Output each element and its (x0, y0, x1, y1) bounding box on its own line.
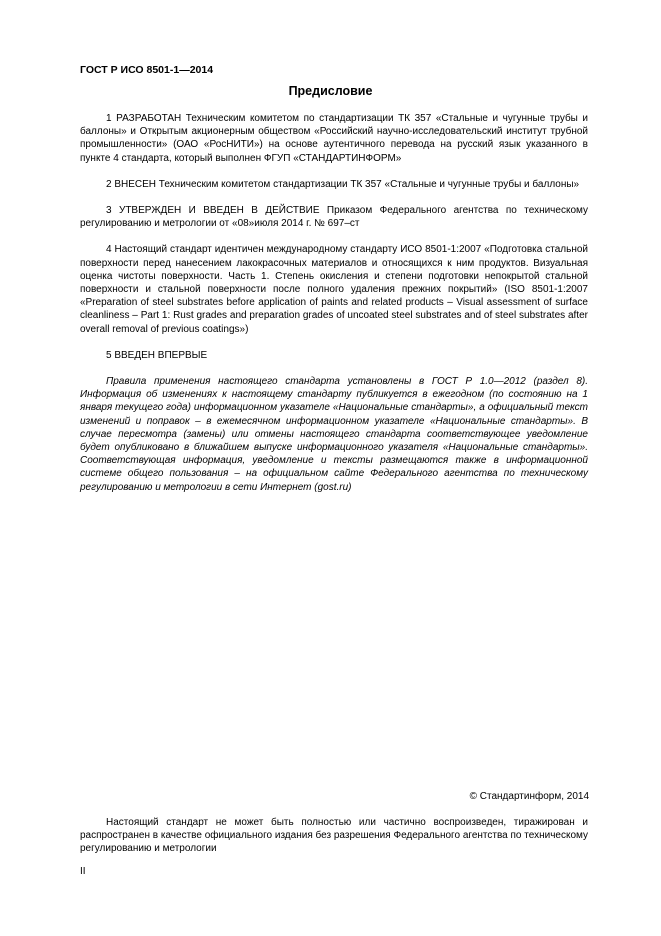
copyright-notice: © Стандартинформ, 2014 (469, 791, 589, 802)
foreword-body (80, 112, 588, 494)
paragraph-identical-standard: 4 Настоящий стандарт идентичен международному стандарту ИСО 8501-1:2007 «Подготовка стальной поверхности перед нанесением лакокрасочных материалов и относящихся к ним продуктов. Визуальная оценка чистоты поверхности. Часть 1. Степень окисления и степени подготовки непокрытой стальной поверхности и стальной поверхности после полного удаления прежних покрытий» (ISO 8501-1:2007 «Preparation of steel substrates before application of paints and related products – Visual assessment of surface cleanliness – Part 1: Rust grades and preparation grades of uncoated steel substrates and of steel substrates after overall removal of previous coatings») (80, 244, 588, 335)
paragraph-developed-by: 1 РАЗРАБОТАН Техническим комитетом по стандартизации ТК 357 «Стальные и чугунные трубы и баллоны» и Открытым акционерным обществом «Российский научно-исследовательский институт трубной промышленности» (ОАО «РосНИТИ») на основе аутентичного перевода на русский язык указанного в пункте 4 стандарта, который выполнен ФГУП «СТАНДАРТИНФОРМ» (80, 113, 588, 164)
paragraph-approved: 3 УТВЕРЖДЕН И ВВЕДЕН В ДЕЙСТВИЕ Приказом Федерального агентства по техническому регулированию и метрологии от «08»июля 2014 г. № 697–ст (80, 205, 588, 230)
paragraph-introduced-by: 2 ВНЕСЕН Техническим комитетом стандартизации ТК 357 «Стальные и чугунные трубы и баллоны» (106, 178, 580, 190)
page-title: Предисловие (288, 84, 373, 98)
document-code-header: ГОСТ Р ИСО 8501-1—2014 (80, 64, 214, 76)
page-number: II (80, 866, 86, 877)
reproduction-restriction: Настоящий стандарт не может быть полностью или частично воспроизведен, тиражирован и распространен в качестве официального издания без разрешения Федерального агентства по техническому регулированию и метрологии (80, 817, 588, 855)
paragraph-first-introduced: 5 ВВЕДЕН ВПЕРВЫЕ (106, 349, 208, 361)
application-rules-notice: Правила применения настоящего стандарта установлены в ГОСТ Р 1.0—2012 (раздел 8). Информация об изменениях к настоящему стандарту публикуется в ежегодном (по состоянию на 1 января текущего года) информационном указателе «Национальные стандарты», а официальный текст изменений и поправок – в ежемесячном информационном указателе «Национальные стандарты». В случае пересмотра (замены) или отмены настоящего стандарта соответствующее уведомление будет опубликовано в ближайшем выпуске информационного указателя «Национальные стандарты». Соответствующая информация, уведомление и тексты размещаются также в информационной системе общего пользования – на официальном сайте Федерального агентства по техническому регулированию и метрологии в сети Интернет (gost.ru) (80, 376, 588, 493)
